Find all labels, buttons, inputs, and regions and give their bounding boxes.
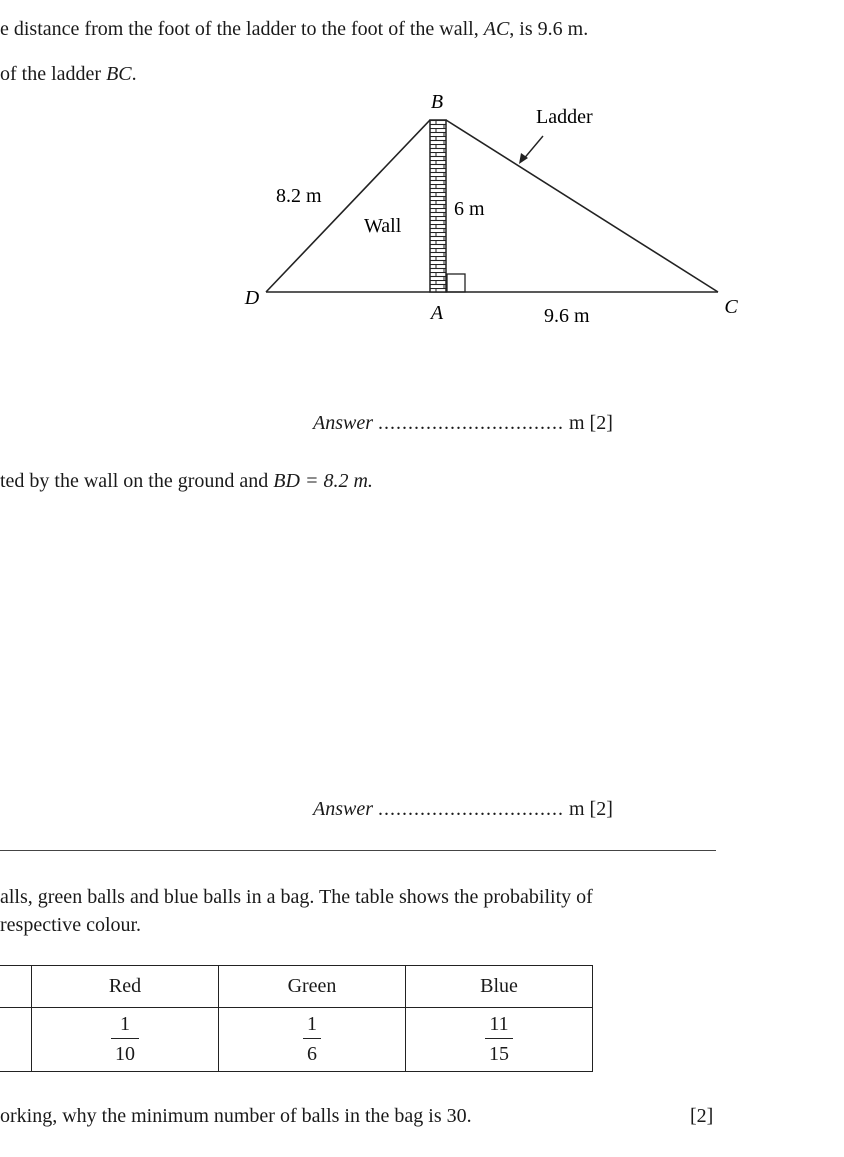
question-line-2: of the ladder BC. bbox=[0, 63, 137, 85]
fraction-green: $\frac{1}{6}$ bbox=[303, 1014, 321, 1064]
marks-final: [2] bbox=[690, 1105, 714, 1127]
table-header-blank bbox=[0, 966, 32, 1008]
answer-label: Answer bbox=[313, 412, 373, 434]
table-cell-green bbox=[219, 1008, 406, 1072]
table-header-green: Green bbox=[219, 966, 406, 1008]
probability-table bbox=[0, 965, 593, 1072]
answer-dots: ............................... bbox=[378, 412, 564, 434]
question-line-6: orking, why the minimum number of balls in the bag is 30. bbox=[0, 1105, 472, 1127]
point-d: D bbox=[244, 287, 260, 309]
label-ladder: Ladder bbox=[536, 106, 593, 128]
answer-line-b bbox=[313, 798, 613, 821]
table-header-red: Red bbox=[32, 966, 219, 1008]
label-ac-length: 9.6 m bbox=[544, 305, 590, 327]
question-line-1: e distance from the foot of the ladder to the foot of the wall, AC, is 9.6 m. bbox=[0, 18, 589, 40]
ladder-bc bbox=[446, 120, 718, 292]
table-header-blue: Blue bbox=[406, 966, 593, 1008]
point-a: A bbox=[430, 302, 444, 324]
question-line-3: ted by the wall on the ground and BD = 8.2 m. bbox=[0, 470, 373, 492]
answer-dots: ............................... bbox=[378, 798, 564, 820]
table-cell-blue bbox=[406, 1008, 593, 1072]
table-header-row bbox=[0, 966, 593, 1008]
var-bc: BC bbox=[106, 63, 132, 85]
answer-unit-marks: m [2] bbox=[569, 412, 613, 434]
point-b: B bbox=[430, 91, 444, 113]
equation-bd: BD = 8.2 m. bbox=[273, 470, 373, 492]
wall bbox=[430, 120, 446, 292]
question-line-4: alls, green balls and blue balls in a bag. The table shows the probability of bbox=[0, 886, 593, 908]
answer-line-a bbox=[313, 412, 613, 435]
answer-unit-marks: m [2] bbox=[569, 798, 613, 820]
question-line-5: respective colour. bbox=[0, 914, 142, 936]
label-ab-length: 6 m bbox=[454, 198, 485, 220]
right-angle-mark bbox=[447, 274, 465, 292]
answer-label: Answer bbox=[313, 798, 373, 820]
table-cell-red bbox=[32, 1008, 219, 1072]
table-row-blank bbox=[0, 1008, 32, 1072]
table-probability-row bbox=[0, 1008, 593, 1072]
label-bd-length: 8.2 m bbox=[276, 185, 322, 207]
fraction-red: $\frac{1}{10}$ bbox=[111, 1014, 139, 1064]
fraction-blue: $\frac{11}{15}$ bbox=[485, 1014, 513, 1064]
var-ac: AC bbox=[483, 18, 510, 40]
point-c: C bbox=[724, 296, 738, 318]
section-divider bbox=[0, 850, 716, 851]
label-wall: Wall bbox=[364, 215, 402, 237]
ladder-wall-diagram bbox=[0, 0, 844, 340]
